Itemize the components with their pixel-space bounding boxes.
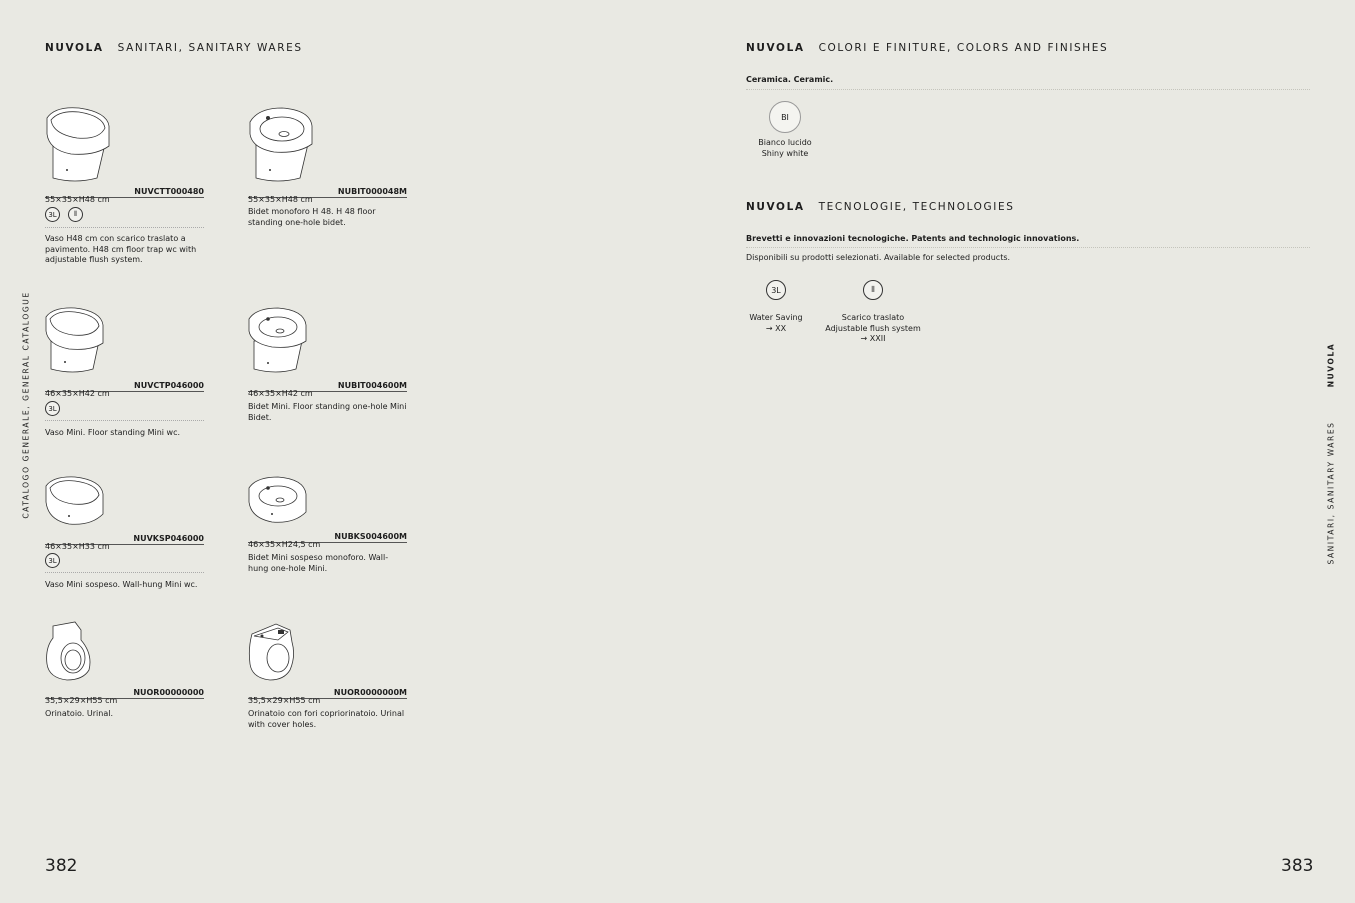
product-description: Bidet Mini. Floor standing one-hole Mini Bidet. xyxy=(248,402,407,422)
tech-page-ref: → XXII xyxy=(860,334,886,343)
product-code: NUVCTT000480 xyxy=(134,187,204,196)
product-feature-icons xyxy=(45,553,60,568)
technologies-section-header xyxy=(746,201,1014,213)
left-section-header xyxy=(45,42,303,54)
brand-name: NUVOLA xyxy=(45,42,104,54)
product-spec-row xyxy=(45,534,204,551)
product-card-wc-mini-wallhung xyxy=(45,474,204,599)
tech-item-water-saving xyxy=(746,280,806,334)
urinal-drawing xyxy=(45,620,95,682)
water-saving-icon: 3L xyxy=(45,553,60,568)
product-description: Vaso Mini. Floor standing Mini wc. xyxy=(45,428,181,437)
product-dimensions: 46×35×H42 cm xyxy=(248,389,313,398)
brand-name: NUVOLA xyxy=(746,201,805,213)
product-spec-row xyxy=(248,381,407,398)
product-code: NUOR00000000 xyxy=(133,688,204,697)
product-description: Orinatoio con fori copriorinatoio. Urinal with cover holes. xyxy=(248,709,405,729)
product-description: Bidet Mini sospeso monoforo. Wall-hung one-hole Mini. xyxy=(248,553,389,573)
product-code: NUBKS004600M xyxy=(334,532,407,541)
swatch-name-it: Bianco lucido xyxy=(758,138,812,147)
product-dimensions: 46×35×H33 cm xyxy=(45,542,110,551)
swatch-code: BI xyxy=(781,112,789,122)
vertical-brand-label: NUVOLA xyxy=(1326,342,1336,388)
bidet-drawing xyxy=(248,104,318,182)
product-dimensions: 46×35×H24,5 cm xyxy=(248,540,321,549)
vertical-section-label: SANITARI, SANITARY WARES xyxy=(1326,421,1336,565)
product-feature-icons xyxy=(45,207,83,222)
product-spec-row xyxy=(45,381,204,398)
tech-label-it: Scarico traslato xyxy=(841,313,905,322)
product-dimensions: 55×35×H48 cm xyxy=(45,195,110,204)
water-saving-icon: 3L xyxy=(45,401,60,416)
product-code: NUVCTP046000 xyxy=(134,381,204,390)
product-spec-row xyxy=(45,187,204,204)
technologies-note: Disponibili su prodotti selezionati. Available for selected products. xyxy=(746,253,1011,262)
product-card-bidet-mini-wallhung xyxy=(248,474,407,584)
dotted-divider xyxy=(45,572,204,573)
dotted-divider xyxy=(746,247,1310,248)
adjustable-flush-icon: ⦀ xyxy=(68,207,83,222)
product-card-urinal xyxy=(45,620,204,730)
page-number-right: 383 xyxy=(1281,856,1314,876)
water-saving-icon: 3L xyxy=(766,280,786,300)
product-spec-row xyxy=(45,688,204,705)
technologies-intro: Brevetti e innovazioni tecnologiche. Patents and technologic innovations. xyxy=(746,234,1080,243)
wc-drawing xyxy=(45,104,115,182)
catalogue-vertical-label: CATALOGO GENERALE, GENERAL CATALOGUE xyxy=(21,291,31,519)
product-spec-row xyxy=(248,187,407,204)
product-card-bidet-h48 xyxy=(248,100,407,240)
page-number-left: 382 xyxy=(45,856,78,876)
product-code: NUBIT000048M xyxy=(337,187,407,196)
product-card-urinal-cover-holes xyxy=(248,620,407,735)
bidet-drawing xyxy=(248,305,310,375)
dotted-divider xyxy=(45,227,204,228)
color-swatch-item xyxy=(746,101,824,159)
adjustable-flush-icon: ⦀ xyxy=(863,280,883,300)
product-dimensions: 55×35×H48 cm xyxy=(248,195,313,204)
product-dimensions: 46×35×H42 cm xyxy=(45,389,110,398)
wall-hung-wc-drawing xyxy=(45,474,107,530)
tech-page-ref: → XX xyxy=(765,323,787,333)
product-card-wc-mini xyxy=(45,305,204,445)
section-title: SANITARI, SANITARY WARES xyxy=(117,42,303,54)
dotted-divider xyxy=(45,420,204,421)
product-dimensions: 35,5×29×H55 cm xyxy=(248,696,321,705)
brand-name: NUVOLA xyxy=(746,42,805,54)
tech-label: Water Saving xyxy=(749,313,803,322)
product-code: NUBIT004600M xyxy=(337,381,407,390)
material-label: Ceramica. Ceramic. xyxy=(746,75,834,84)
product-description: Bidet monoforo H 48. H 48 floor standing one-hole bidet. xyxy=(248,207,376,227)
product-card-bidet-mini xyxy=(248,305,407,435)
section-title: COLORI E FINITURE, COLORS AND FINISHES xyxy=(818,42,1109,54)
product-dimensions: 35,5×29×H55 cm xyxy=(45,696,118,705)
water-saving-icon: 3L xyxy=(45,207,60,222)
product-description: Vaso Mini sospeso. Wall-hung Mini wc. xyxy=(45,580,198,589)
wc-drawing xyxy=(45,305,107,375)
color-swatch xyxy=(769,101,801,133)
urinal-drawing xyxy=(248,620,298,682)
product-spec-row xyxy=(248,688,407,705)
product-code: NUVKSP046000 xyxy=(133,534,204,543)
dotted-divider xyxy=(746,89,1310,90)
colors-section-header xyxy=(746,42,1108,54)
product-feature-icons xyxy=(45,401,60,416)
product-code: NUOR0000000M xyxy=(333,688,407,697)
section-title: TECNOLOGIE, TECHNOLOGIES xyxy=(818,201,1015,213)
product-spec-row xyxy=(248,532,407,549)
tech-item-adjustable-flush xyxy=(822,280,924,345)
product-description: Vaso H48 cm con scarico traslato a pavimento. H48 cm floor trap wc with adjustable flush system. xyxy=(45,234,197,264)
wall-hung-bidet-drawing xyxy=(248,474,310,530)
product-card-wc-h48 xyxy=(45,100,204,270)
swatch-name-en: Shiny white xyxy=(761,148,809,158)
tech-label-en: Adjustable flush system xyxy=(825,323,921,333)
product-description: Orinatoio. Urinal. xyxy=(45,709,113,718)
